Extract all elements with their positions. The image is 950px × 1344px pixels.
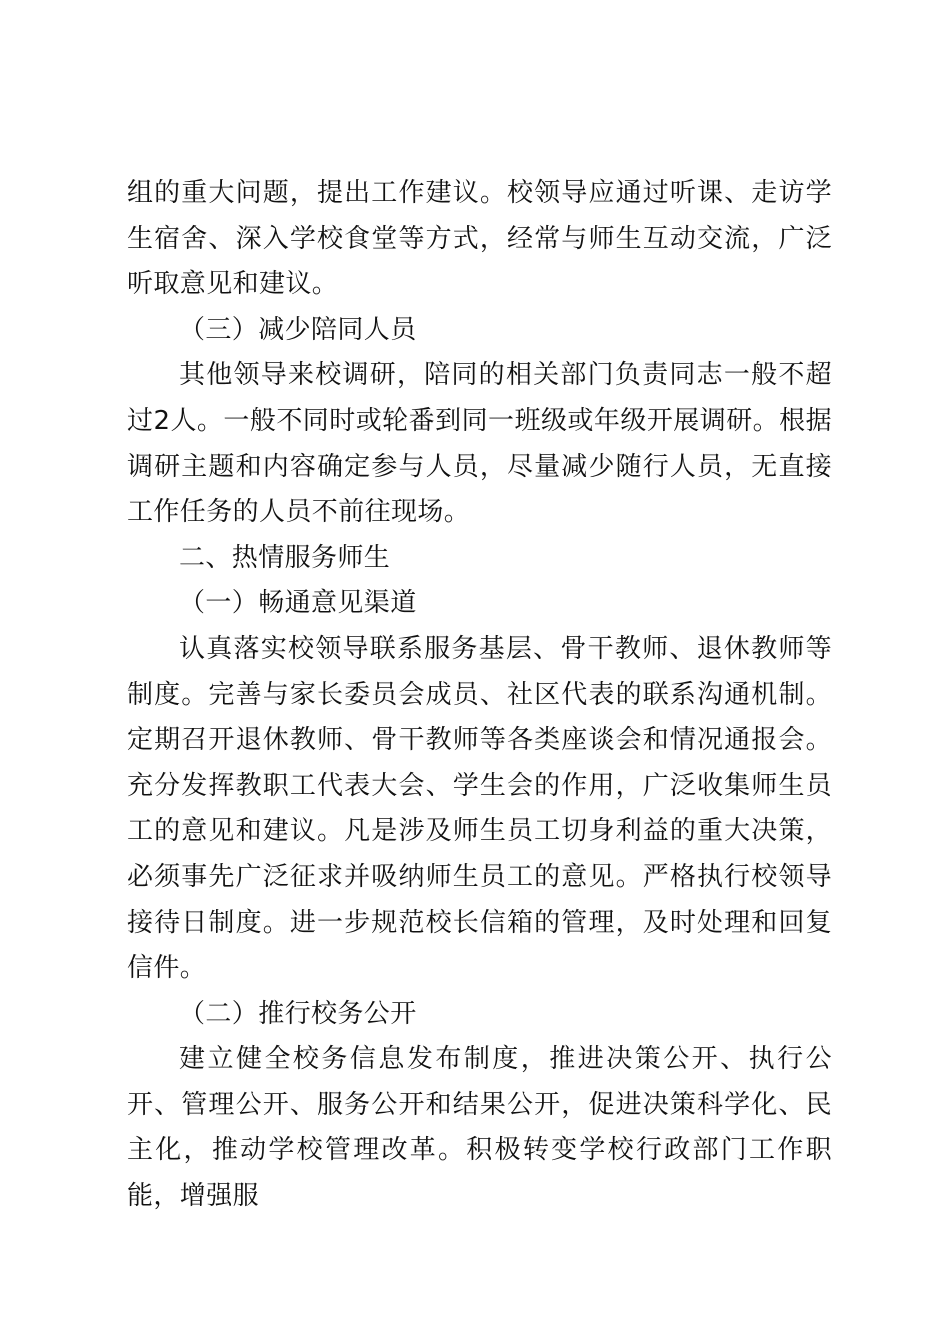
paragraph-affairs-disclosure: 建立健全校务信息发布制度，推进决策公开、执行公开、管理公开、服务公开和结果公开，促进决策科学化、民主化，推动学校管理改革。积极转变学校行政部门工作职能，增强服 — [127, 1044, 832, 1212]
subheading-reduce-escorts: （三）减少陪同人员 — [179, 314, 417, 345]
paragraph-feedback-channels: 认真落实校领导联系服务基层、骨干教师、退休教师等制度。完善与家长委员会成员、社区代表的联系沟通机制。定期召开退休教师、骨干教师等各类座谈会和情况通报会。充分发挥教职工代表大会、学生会的作用，广泛收集师生员工的意见和建议。凡是涉及师生员工切身利益的重大决策，必须事先广泛征求并吸纳师生员工的意见。严格执行校领导接待日制度。进一步规范校长信箱的管理，及时处理和回复信件。 — [127, 633, 832, 984]
paragraph-escorts: 其他领导来校调研，陪同的相关部门负责同志一般不超过2人。一般不同时或轮番到同一班级或年级开展调研。根据调研主题和内容确定参与人员，尽量减少随行人员，无直接工作任务的人员不前往现场。 — [127, 360, 832, 528]
paragraph-continued: 组的重大问题，提出工作建议。校领导应通过听课、走访学生宿舍、深入学校食堂等方式，经常与师生互动交流，广泛听取意见和建议。 — [127, 178, 832, 300]
subheading-feedback-channels: （一）畅通意见渠道 — [179, 588, 417, 619]
document-body — [127, 171, 832, 1220]
subheading-affairs-disclosure: （二）推行校务公开 — [179, 998, 417, 1029]
heading-serve-teachers-students: 二、热情服务师生 — [179, 542, 391, 573]
